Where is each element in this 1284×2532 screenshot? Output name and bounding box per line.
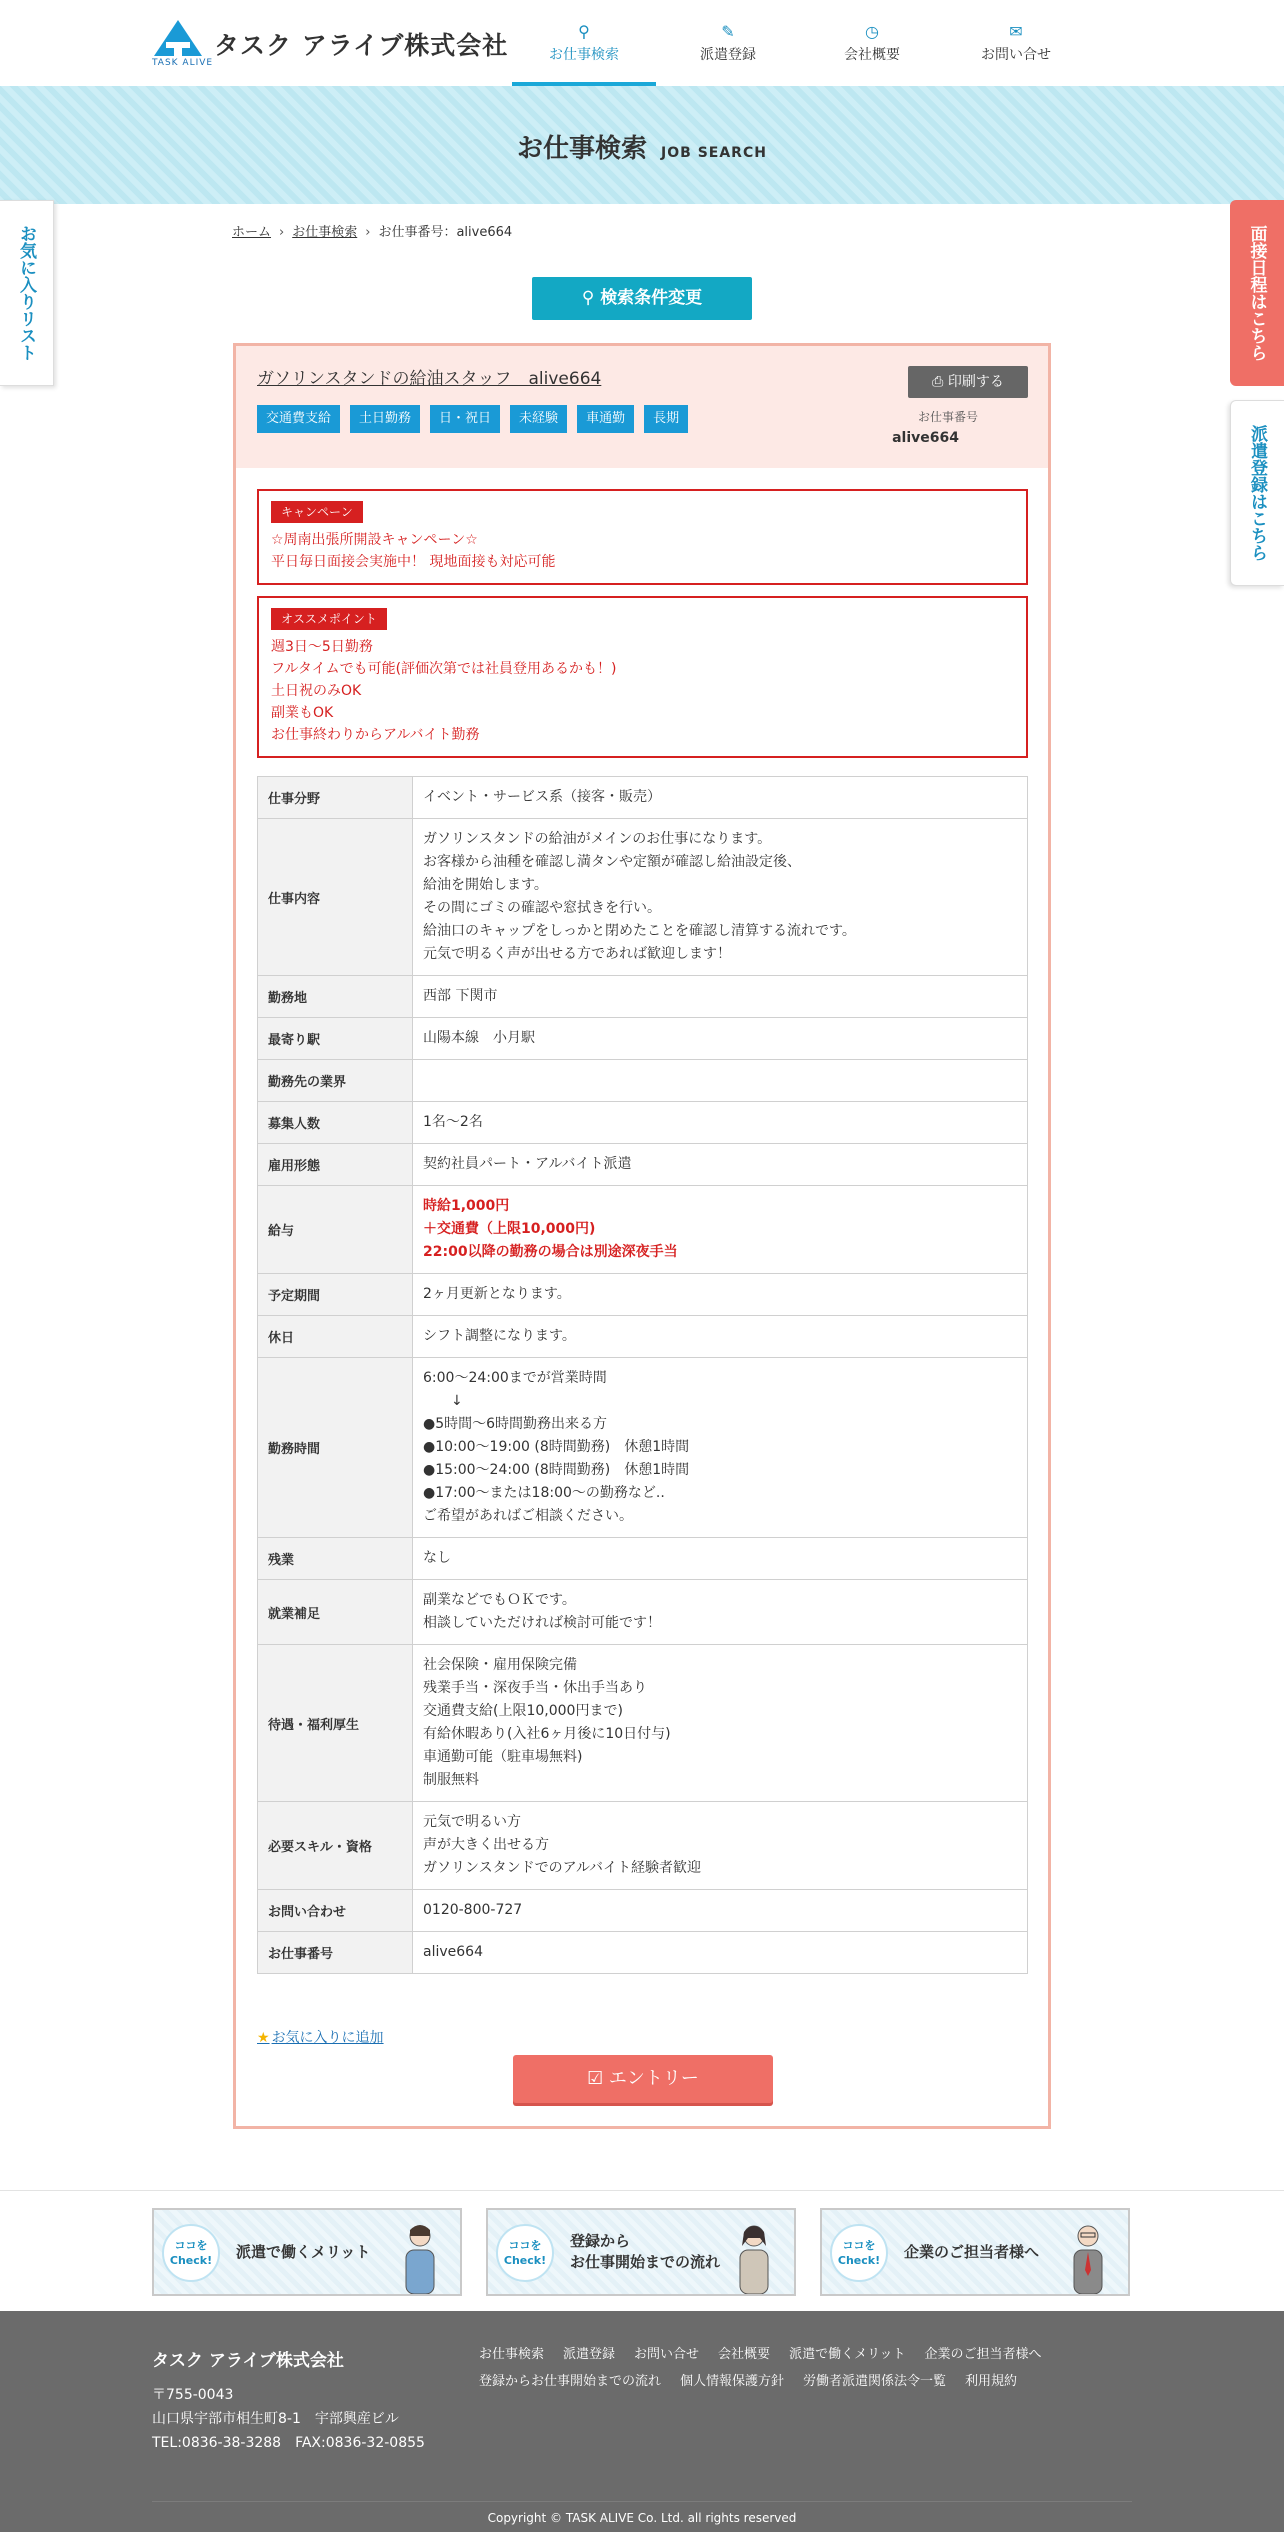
check-badge-line: ココを bbox=[174, 2239, 208, 2252]
nav-register[interactable] bbox=[656, 0, 800, 86]
nav-contact[interactable] bbox=[944, 0, 1088, 86]
site-footer bbox=[0, 2311, 1284, 2532]
footer-link[interactable]: お仕事検索 bbox=[479, 2347, 545, 2362]
nav-label: お問い合せ bbox=[981, 47, 1051, 63]
footer-link[interactable]: 派遣登録 bbox=[563, 2347, 616, 2362]
breadcrumb-search[interactable]: お仕事検索 bbox=[292, 225, 358, 240]
spec-row bbox=[258, 1932, 1028, 1974]
banner-text bbox=[570, 2210, 720, 2294]
job-spec-table bbox=[257, 776, 1028, 1974]
site-logo[interactable] bbox=[152, 18, 509, 70]
add-favorite-link[interactable] bbox=[257, 2027, 384, 2047]
job-tag: 車通勤 bbox=[577, 405, 634, 433]
check-badge bbox=[162, 2224, 220, 2282]
spec-row bbox=[258, 1890, 1028, 1932]
spec-row bbox=[258, 1144, 1028, 1186]
spec-value bbox=[413, 1060, 1028, 1102]
spec-label: 仕事分野 bbox=[258, 777, 413, 819]
spec-value-line: 有給休暇あり(入社6ヶ月後に10日付与) bbox=[423, 1726, 671, 1742]
spec-value-line: ●10:00～19:00 (8時間勤務) 休憩1時間 bbox=[423, 1439, 690, 1455]
spec-value bbox=[413, 1802, 1028, 1890]
spec-value-line: 元気で明るく声が出せる方であれば歓迎します！ bbox=[423, 946, 731, 962]
chevron-right-icon: › bbox=[365, 225, 371, 240]
spec-value-line: お客様から油種を確認し満タンや定額が確認し給油設定後、 bbox=[423, 854, 801, 870]
footer-link[interactable]: 派遣で働くメリット bbox=[789, 2347, 906, 2362]
spec-label: 必要スキル・資格 bbox=[258, 1802, 413, 1890]
clock-icon: ◷ bbox=[865, 22, 879, 41]
spec-row bbox=[258, 1060, 1028, 1102]
spec-value-line: 山陽本線 小月駅 bbox=[423, 1030, 535, 1046]
job-tag: 交通費支給 bbox=[257, 405, 340, 433]
spec-row bbox=[258, 1802, 1028, 1890]
person-illustration-icon bbox=[1066, 2220, 1110, 2294]
spec-value-line: 時給1,000円 bbox=[423, 1198, 510, 1214]
spec-value-line: ↓ bbox=[423, 1393, 463, 1409]
spec-value-line: 給油を開始します。 bbox=[423, 877, 548, 893]
spec-label: 給与 bbox=[258, 1186, 413, 1274]
main-nav bbox=[512, 0, 1088, 86]
check-badge-line: Check! bbox=[169, 2254, 213, 2267]
spec-value bbox=[413, 1890, 1028, 1932]
recommend-label: オススメポイント bbox=[271, 608, 387, 630]
spec-value-line: ●17:00～または18:00～の勤務など.. bbox=[423, 1485, 665, 1501]
divider bbox=[0, 2190, 1284, 2191]
recommend-line: 土日祝のみOK bbox=[271, 683, 362, 699]
spec-value-line: 制服無料 bbox=[423, 1772, 479, 1788]
job-title[interactable]: ガソリンスタンドの給油スタッフ alive664 bbox=[257, 369, 602, 389]
spec-value-line: シフト調整になります。 bbox=[423, 1328, 576, 1344]
entry-button[interactable] bbox=[513, 2055, 773, 2103]
spec-value-line: ご希望があればご相談ください。 bbox=[423, 1508, 633, 1524]
spec-value-line: 西部 下関市 bbox=[423, 988, 498, 1004]
spec-row bbox=[258, 1018, 1028, 1060]
mail-icon: ✉ bbox=[1009, 22, 1023, 41]
spec-value-line: イベント・サービス系（接客・販売） bbox=[423, 789, 661, 805]
spec-label: 最寄り駅 bbox=[258, 1018, 413, 1060]
printer-icon: ⎙ bbox=[932, 374, 948, 390]
footer-company: タスク アライブ株式会社 bbox=[152, 2351, 344, 2371]
job-detail-card bbox=[233, 343, 1051, 2129]
spec-row bbox=[258, 1358, 1028, 1538]
spec-value-line: ＋交通費（上限10,000円) bbox=[423, 1221, 596, 1237]
spec-value bbox=[413, 1316, 1028, 1358]
spec-label: お仕事番号 bbox=[258, 1932, 413, 1974]
spec-row bbox=[258, 1102, 1028, 1144]
job-tags bbox=[257, 405, 688, 433]
spec-label: 休日 bbox=[258, 1316, 413, 1358]
footer-link[interactable]: 個人情報保護方針 bbox=[680, 2374, 785, 2389]
nav-job-search[interactable] bbox=[512, 0, 656, 86]
recommend-line: 副業もOK bbox=[271, 705, 334, 721]
change-search-label: 検索条件変更 bbox=[600, 288, 703, 308]
copyright: Copyright © TASK ALIVE Co. Ltd. all rights reserved bbox=[487, 2511, 797, 2525]
spec-label: 募集人数 bbox=[258, 1102, 413, 1144]
spec-value-line: 副業などでもＯＫです。 bbox=[423, 1592, 576, 1608]
footer-link[interactable]: お問い合せ bbox=[634, 2347, 700, 2362]
spec-label: 勤務時間 bbox=[258, 1358, 413, 1538]
spec-value bbox=[413, 1358, 1028, 1538]
spec-value bbox=[413, 976, 1028, 1018]
company-name-en: TASK ALIVE bbox=[152, 58, 214, 68]
footer-divider bbox=[152, 2501, 1132, 2502]
check-badge bbox=[830, 2224, 888, 2282]
spec-value-line: 残業手当・深夜手当・休出手当あり bbox=[423, 1680, 647, 1696]
job-tag: 未経験 bbox=[510, 405, 567, 433]
spec-value-line: 交通費支給(上限10,000円まで) bbox=[423, 1703, 623, 1719]
spec-value-line: ●15:00～24:00 (8時間勤務) 休憩1時間 bbox=[423, 1462, 690, 1478]
spec-value bbox=[413, 1538, 1028, 1580]
spec-row bbox=[258, 1580, 1028, 1645]
change-search-button[interactable] bbox=[532, 277, 752, 320]
page-title-band bbox=[0, 86, 1284, 204]
spec-value-line: 声が大きく出せる方 bbox=[423, 1837, 549, 1853]
person-illustration-icon bbox=[398, 2220, 442, 2294]
spec-value bbox=[413, 1144, 1028, 1186]
spec-value-line: 6:00～24:00までが営業時間 bbox=[423, 1370, 607, 1386]
spec-value-line: その間にゴミの確認や窓拭きを行い。 bbox=[423, 900, 661, 916]
banner-merit[interactable] bbox=[152, 2208, 462, 2296]
spec-value bbox=[413, 777, 1028, 819]
spec-row bbox=[258, 1186, 1028, 1274]
banner-line: 派遣で働くメリット bbox=[236, 2242, 371, 2261]
spec-value-line: 2ヶ月更新となります。 bbox=[423, 1286, 571, 1302]
print-button[interactable] bbox=[908, 366, 1028, 398]
footer-link[interactable]: 利用規約 bbox=[965, 2374, 1018, 2389]
breadcrumb bbox=[232, 221, 512, 240]
banner-text bbox=[236, 2210, 370, 2294]
spec-row bbox=[258, 1538, 1028, 1580]
spec-value-line: 0120-800-727 bbox=[423, 1902, 523, 1918]
spec-value bbox=[413, 1932, 1028, 1974]
spec-row bbox=[258, 976, 1028, 1018]
add-favorite-label: お気に入りに追加 bbox=[271, 2030, 384, 2046]
banner-line: 登録から bbox=[570, 2232, 631, 2250]
spec-value-line: 車通勤可能（駐車場無料) bbox=[423, 1749, 583, 1765]
person-illustration-icon bbox=[732, 2220, 776, 2294]
spec-value-line: 社会保険・雇用保険完備 bbox=[423, 1657, 577, 1673]
checkbox-icon: ☑ bbox=[587, 2068, 609, 2089]
recommend-box bbox=[257, 596, 1028, 758]
banner-flow[interactable] bbox=[486, 2208, 796, 2296]
job-card-header bbox=[236, 346, 1048, 468]
spec-label: 勤務先の業界 bbox=[258, 1060, 413, 1102]
spec-value-line: 1名～2名 bbox=[423, 1114, 483, 1130]
spec-value-line: ガソリンスタンドの給油がメインのお仕事になります。 bbox=[423, 831, 772, 847]
chevron-right-icon: › bbox=[279, 225, 285, 240]
page-title: お仕事検索 bbox=[517, 134, 648, 164]
staff-register-tab[interactable]: 派遣登録はこちら bbox=[1230, 400, 1284, 586]
spec-value bbox=[413, 1186, 1028, 1274]
page-subtitle: JOB SEARCH bbox=[661, 145, 767, 161]
check-badge-line: ココを bbox=[842, 2239, 876, 2252]
footer-links bbox=[479, 2341, 1119, 2395]
footer-address-line: TEL:0836-38-3288 FAX:0836-32-0855 bbox=[152, 2435, 425, 2451]
recommend-line: フルタイムでも可能(評価次第では社員登用あるかも！) bbox=[271, 661, 617, 677]
banner-company[interactable] bbox=[820, 2208, 1130, 2296]
footer-address bbox=[152, 2383, 425, 2455]
spec-value-line bbox=[423, 1069, 1017, 1092]
spec-label: 雇用形態 bbox=[258, 1144, 413, 1186]
spec-row bbox=[258, 777, 1028, 819]
breadcrumb-home[interactable]: ホーム bbox=[232, 225, 272, 240]
job-tag: 土日勤務 bbox=[350, 405, 420, 433]
spec-label: お問い合わせ bbox=[258, 1890, 413, 1932]
nav-label: お仕事検索 bbox=[549, 47, 619, 63]
check-badge bbox=[496, 2224, 554, 2282]
spec-value-line: ●5時間～6時間勤務出来る方 bbox=[423, 1416, 608, 1432]
job-number: alive664 bbox=[892, 430, 959, 446]
spec-label: 予定期間 bbox=[258, 1274, 413, 1316]
pencil-icon: ✎ bbox=[721, 22, 735, 41]
spec-value bbox=[413, 1102, 1028, 1144]
spec-value-line: なし bbox=[423, 1550, 451, 1566]
spec-value-line: 22:00以降の勤務の場合は別途深夜手当 bbox=[423, 1244, 678, 1260]
spec-value bbox=[413, 1580, 1028, 1645]
search-icon: ⚲ bbox=[578, 22, 590, 41]
nav-label: 派遣登録 bbox=[700, 47, 756, 63]
footer-address-line: 山口県宇部市相生町8-1 宇部興産ビル bbox=[152, 2411, 399, 2427]
campaign-box bbox=[257, 489, 1028, 585]
spec-label: 就業補足 bbox=[258, 1580, 413, 1645]
spec-label: 待遇・福利厚生 bbox=[258, 1645, 413, 1802]
banner-line: お仕事開始までの流れ bbox=[570, 2253, 721, 2271]
spec-label: 仕事内容 bbox=[258, 819, 413, 976]
spec-value-line: 契約社員パート・アルバイト派遣 bbox=[423, 1156, 632, 1172]
job-tag: 日・祝日 bbox=[430, 405, 500, 433]
search-icon: ⚲ bbox=[581, 288, 601, 308]
breadcrumb-current: お仕事番号：alive664 bbox=[378, 225, 513, 240]
spec-value bbox=[413, 1018, 1028, 1060]
spec-value-line: alive664 bbox=[423, 1944, 483, 1960]
footer-address-line: 〒755-0043 bbox=[152, 2387, 234, 2403]
recommend-line: 週3日～5日勤務 bbox=[271, 639, 373, 655]
job-tag: 長期 bbox=[644, 405, 688, 433]
banner-line: 企業のご担当者様へ bbox=[904, 2242, 1040, 2261]
site-header bbox=[0, 0, 1284, 86]
spec-value-line: ガソリンスタンドでのアルバイト経験者歓迎 bbox=[423, 1860, 702, 1876]
nav-company[interactable] bbox=[800, 0, 944, 86]
spec-row bbox=[258, 1645, 1028, 1802]
entry-label: エントリー bbox=[608, 2068, 699, 2089]
spec-row bbox=[258, 819, 1028, 976]
campaign-line: 平日毎日面接会実施中！ 現地面接も対応可能 bbox=[271, 554, 556, 570]
banner-text bbox=[904, 2210, 1039, 2294]
company-name: タスク アライブ株式会社 bbox=[214, 31, 509, 60]
spec-value bbox=[413, 1274, 1028, 1316]
spec-label: 残業 bbox=[258, 1538, 413, 1580]
spec-row bbox=[258, 1274, 1028, 1316]
spec-value-line: 元気で明るい方 bbox=[423, 1814, 521, 1830]
spec-value bbox=[413, 1645, 1028, 1802]
recommend-line: お仕事終わりからアルバイト勤務 bbox=[271, 727, 480, 743]
nav-label: 会社概要 bbox=[844, 47, 900, 63]
spec-value-line: 相談していただければ検討可能です！ bbox=[423, 1615, 661, 1631]
favorites-list-tab[interactable]: お気に入りリスト bbox=[0, 200, 54, 386]
campaign-line: ☆周南出張所開設キャンペーン☆ bbox=[271, 532, 478, 548]
footer-link[interactable]: 会社概要 bbox=[718, 2347, 771, 2362]
campaign-label: キャンペーン bbox=[271, 501, 363, 523]
spec-value bbox=[413, 819, 1028, 976]
check-badge-line: Check! bbox=[503, 2254, 547, 2267]
footer-link[interactable]: 企業のご担当者様へ bbox=[924, 2347, 1042, 2362]
footer-link[interactable]: 労働者派遣関係法令一覧 bbox=[803, 2374, 947, 2389]
spec-value-line: 給油口のキャップをしっかと閉めたことを確認し清算する流れです。 bbox=[423, 923, 856, 939]
star-icon: ★ bbox=[257, 2030, 270, 2046]
check-badge-line: ココを bbox=[508, 2239, 542, 2252]
spec-label: 勤務地 bbox=[258, 976, 413, 1018]
check-badge-line: Check! bbox=[837, 2254, 881, 2267]
footer-link[interactable]: 登録からお仕事開始までの流れ bbox=[479, 2374, 662, 2389]
interview-schedule-tab[interactable]: 面接日程はこちら bbox=[1230, 200, 1284, 386]
spec-row bbox=[258, 1316, 1028, 1358]
banner-row bbox=[152, 2208, 1130, 2296]
print-label: 印刷する bbox=[947, 374, 1004, 390]
job-number-label: お仕事番号 bbox=[917, 410, 978, 424]
